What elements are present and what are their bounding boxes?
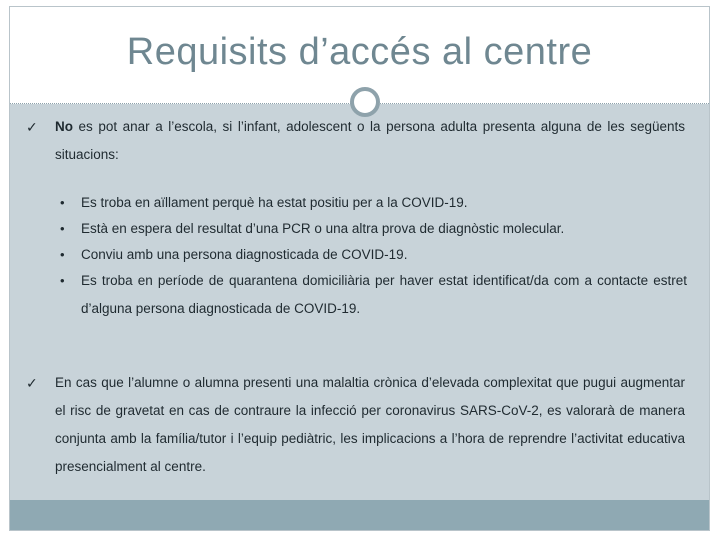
bullet-item-3: Conviu amb una persona diagnosticada de COVID-19. bbox=[81, 247, 408, 262]
point-2: En cas que l’alumne o alumna presenti una malaltia crònica d’elevada complexitat que pugui augmentar el risc de gravetat en cas de contraure la infecció per coronavirus SARS-CoV-2, es valorarà de manera conjunta amb la família/tutor i l’equip pediàtric, les implicacions a l’hora de reprendre l’activitat educativa presencialment al centre. bbox=[55, 375, 685, 474]
bullet-icon: • bbox=[60, 221, 65, 236]
bullet-icon: • bbox=[60, 195, 65, 210]
slide-title: Requisits d’accés al centre bbox=[126, 31, 593, 73]
checkmark-icon: ✓ bbox=[26, 375, 38, 391]
checkmark-icon: ✓ bbox=[26, 119, 38, 135]
point-1 bbox=[55, 113, 685, 169]
slide bbox=[9, 6, 710, 531]
bullet-item-1: Es troba en aïllament perquè ha estat positiu per a la COVID-19. bbox=[81, 195, 468, 210]
bullet-item-4: Es troba en període de quarantena domiciliària per haver estat identificat/da com a contacte estret d’alguna persona diagnosticada de COVID-19. bbox=[81, 273, 687, 316]
point-1-text: es pot anar a l’escola, si l’infant, adolescent o la persona adulta presenta alguna de les següents situacions: bbox=[55, 119, 685, 162]
bullet-icon: • bbox=[60, 273, 65, 288]
footer-bar bbox=[10, 500, 709, 530]
bullet-item-2: Està en espera del resultat d’una PCR o una altra prova de diagnòstic molecular. bbox=[81, 221, 565, 236]
bullet-icon: • bbox=[60, 247, 65, 262]
point-1-strong: No bbox=[55, 119, 73, 134]
